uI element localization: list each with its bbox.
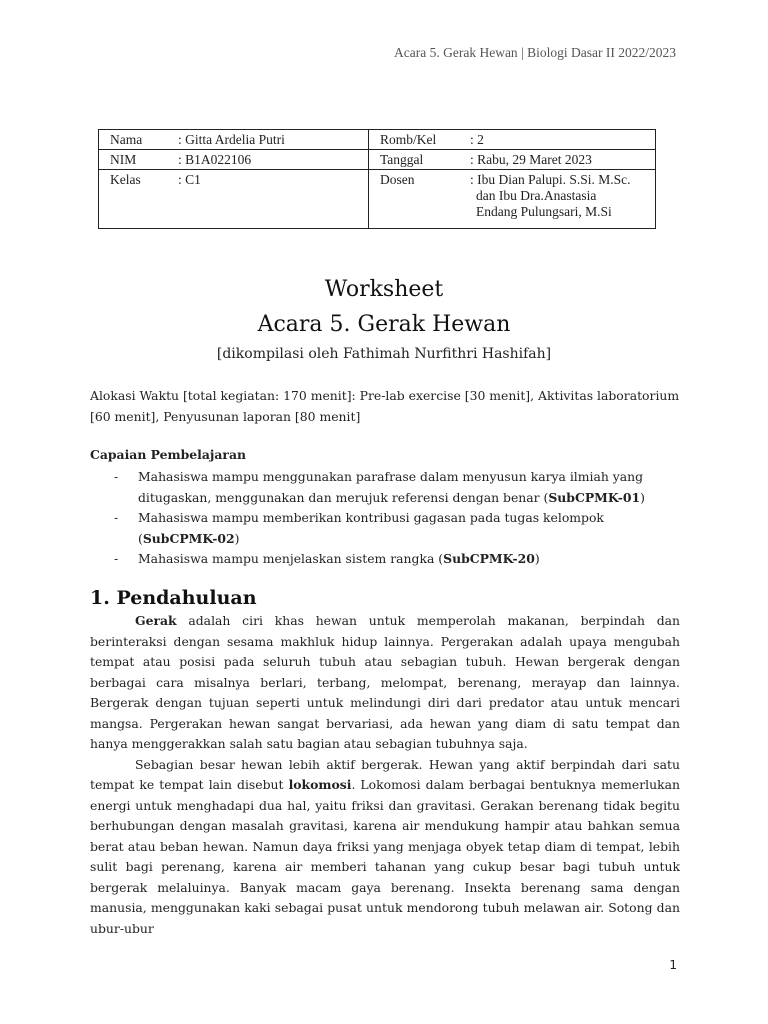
romb-value: : 2 bbox=[470, 132, 484, 147]
list-item-close: ) bbox=[534, 551, 540, 566]
dosen-label: Dosen bbox=[380, 172, 415, 187]
table-row bbox=[99, 150, 656, 170]
tanggal-value: : Rabu, 29 Maret 2023 bbox=[470, 152, 592, 167]
kelas-label: Kelas bbox=[110, 172, 141, 187]
paragraph bbox=[90, 755, 680, 940]
list-item-close: ) bbox=[640, 489, 645, 505]
page-number: 1 bbox=[669, 958, 677, 972]
nim-value: : B1A022106 bbox=[178, 150, 369, 170]
table-row bbox=[99, 130, 656, 150]
paragraph bbox=[90, 611, 680, 755]
capaian-heading: Capaian Pembelajaran bbox=[90, 447, 246, 462]
paragraph-text: adalah ciri khas hewan untuk memperolah makanan, berpindah dan berinteraksi dengan sesama makhluk hidup lainnya. Pergerakan adalah upaya mengubah tempat atau posisi pada seluruh tubuh atau sebagian tubuh. Hewan bergerak dengan berbagai cara misalnya berlari, terbang, melompat, berenang, merayap dan lainnya. Bergerak dengan tujuan seperti untuk melindungi diri dari predator atau untuk mencari mangsa. Pergerakan hewan sangat bervariasi, ada hewan yang diam di satu tempat dan hanya menggerakkan salah satu bagian atau sebagian tubuhnya saja. bbox=[90, 613, 680, 751]
compiler-credit: [dikompilasi oleh Fathimah Nurfithri Hashifah] bbox=[216, 346, 552, 362]
term-bold: lokomosi bbox=[288, 777, 352, 792]
dosen-line: dan Ibu Dra.Anastasia bbox=[476, 188, 597, 203]
subcpmk-code: SubCPMK-01 bbox=[548, 489, 641, 505]
paragraph-text: . Lokomosi dalam berbagai bentuknya memerlukan energi untuk menghadapi dua hal, yaitu friksi dan gravitasi. Gerakan berenang tidak begitu berhubungan dengan masalah gravitasi, karena air mendukung hampir atau bahkan semua berat atau beban hewan. Namun daya friksi yang menjaga obyek tetap diam di tempat, lebih sulit bagi perenang, karena air memberi tahanan yang cukup besar bagi tubuh untuk bergerak melaluinya. Banyak macam gaya berenang. Insekta berenang sama dengan manusia, menggunakan kaki sebagai pusat untuk mendorong tubuh melawan air. Sotong dan ubur-ubur bbox=[90, 777, 680, 936]
running-header: Acara 5. Gerak Hewan | Biologi Dasar II 2022/2023 bbox=[394, 45, 676, 60]
list-dash: - bbox=[114, 551, 119, 566]
worksheet-title: Worksheet bbox=[324, 277, 444, 302]
kelas-value: : C1 bbox=[178, 170, 369, 229]
nama-value: : Gitta Ardelia Putri bbox=[178, 130, 369, 150]
subcpmk-code: SubCPMK-20 bbox=[443, 551, 535, 566]
time-allocation: Alokasi Waktu [total kegiatan: 170 menit]: Pre-lab exercise [30 menit], Aktivitas laboratorium [60 menit], Penyusunan laporan [80 menit] bbox=[90, 388, 680, 424]
list-item-text: Mahasiswa mampu memberikan kontribusi gagasan pada tugas kelompok ( bbox=[138, 510, 604, 546]
list-item bbox=[90, 508, 680, 549]
student-info-table bbox=[98, 129, 656, 229]
subcpmk-code: SubCPMK-02 bbox=[142, 530, 235, 546]
list-item-close: ) bbox=[234, 530, 240, 546]
term-bold: Gerak bbox=[135, 613, 177, 628]
section-heading: 1. Pendahuluan bbox=[90, 587, 257, 609]
section-body bbox=[90, 611, 680, 939]
nama-label: Nama bbox=[110, 132, 143, 147]
dosen-value bbox=[470, 170, 656, 229]
paragraph-text: Sebagian besar hewan lebih aktif bergerak. Hewan yang aktif berpindah dari satu tempat ke tempat lain disebut bbox=[90, 756, 680, 792]
tanggal-label: Tanggal bbox=[380, 152, 424, 167]
list-item bbox=[90, 549, 680, 570]
list-item-text: Mahasiswa mampu menggunakan parafrase dalam menyusun karya ilmiah yang ditugaskan, menggunakan dan merujuk referensi dengan benar ( bbox=[138, 469, 644, 505]
romb-label: Romb/Kel bbox=[380, 132, 437, 147]
nim-label: NIM bbox=[110, 152, 137, 167]
table-row bbox=[99, 170, 656, 229]
dosen-line: : Ibu Dian Palupi. S.Si. M.Sc. bbox=[470, 172, 631, 187]
list-item bbox=[90, 467, 680, 508]
acara-title: Acara 5. Gerak Hewan bbox=[257, 312, 511, 337]
list-dash: - bbox=[114, 469, 119, 484]
capaian-list bbox=[90, 467, 680, 570]
list-dash: - bbox=[114, 510, 119, 525]
list-item-text: Mahasiswa mampu menjelaskan sistem rangka ( bbox=[138, 551, 444, 566]
dosen-line: Endang Pulungsari, M.Si bbox=[476, 204, 612, 219]
